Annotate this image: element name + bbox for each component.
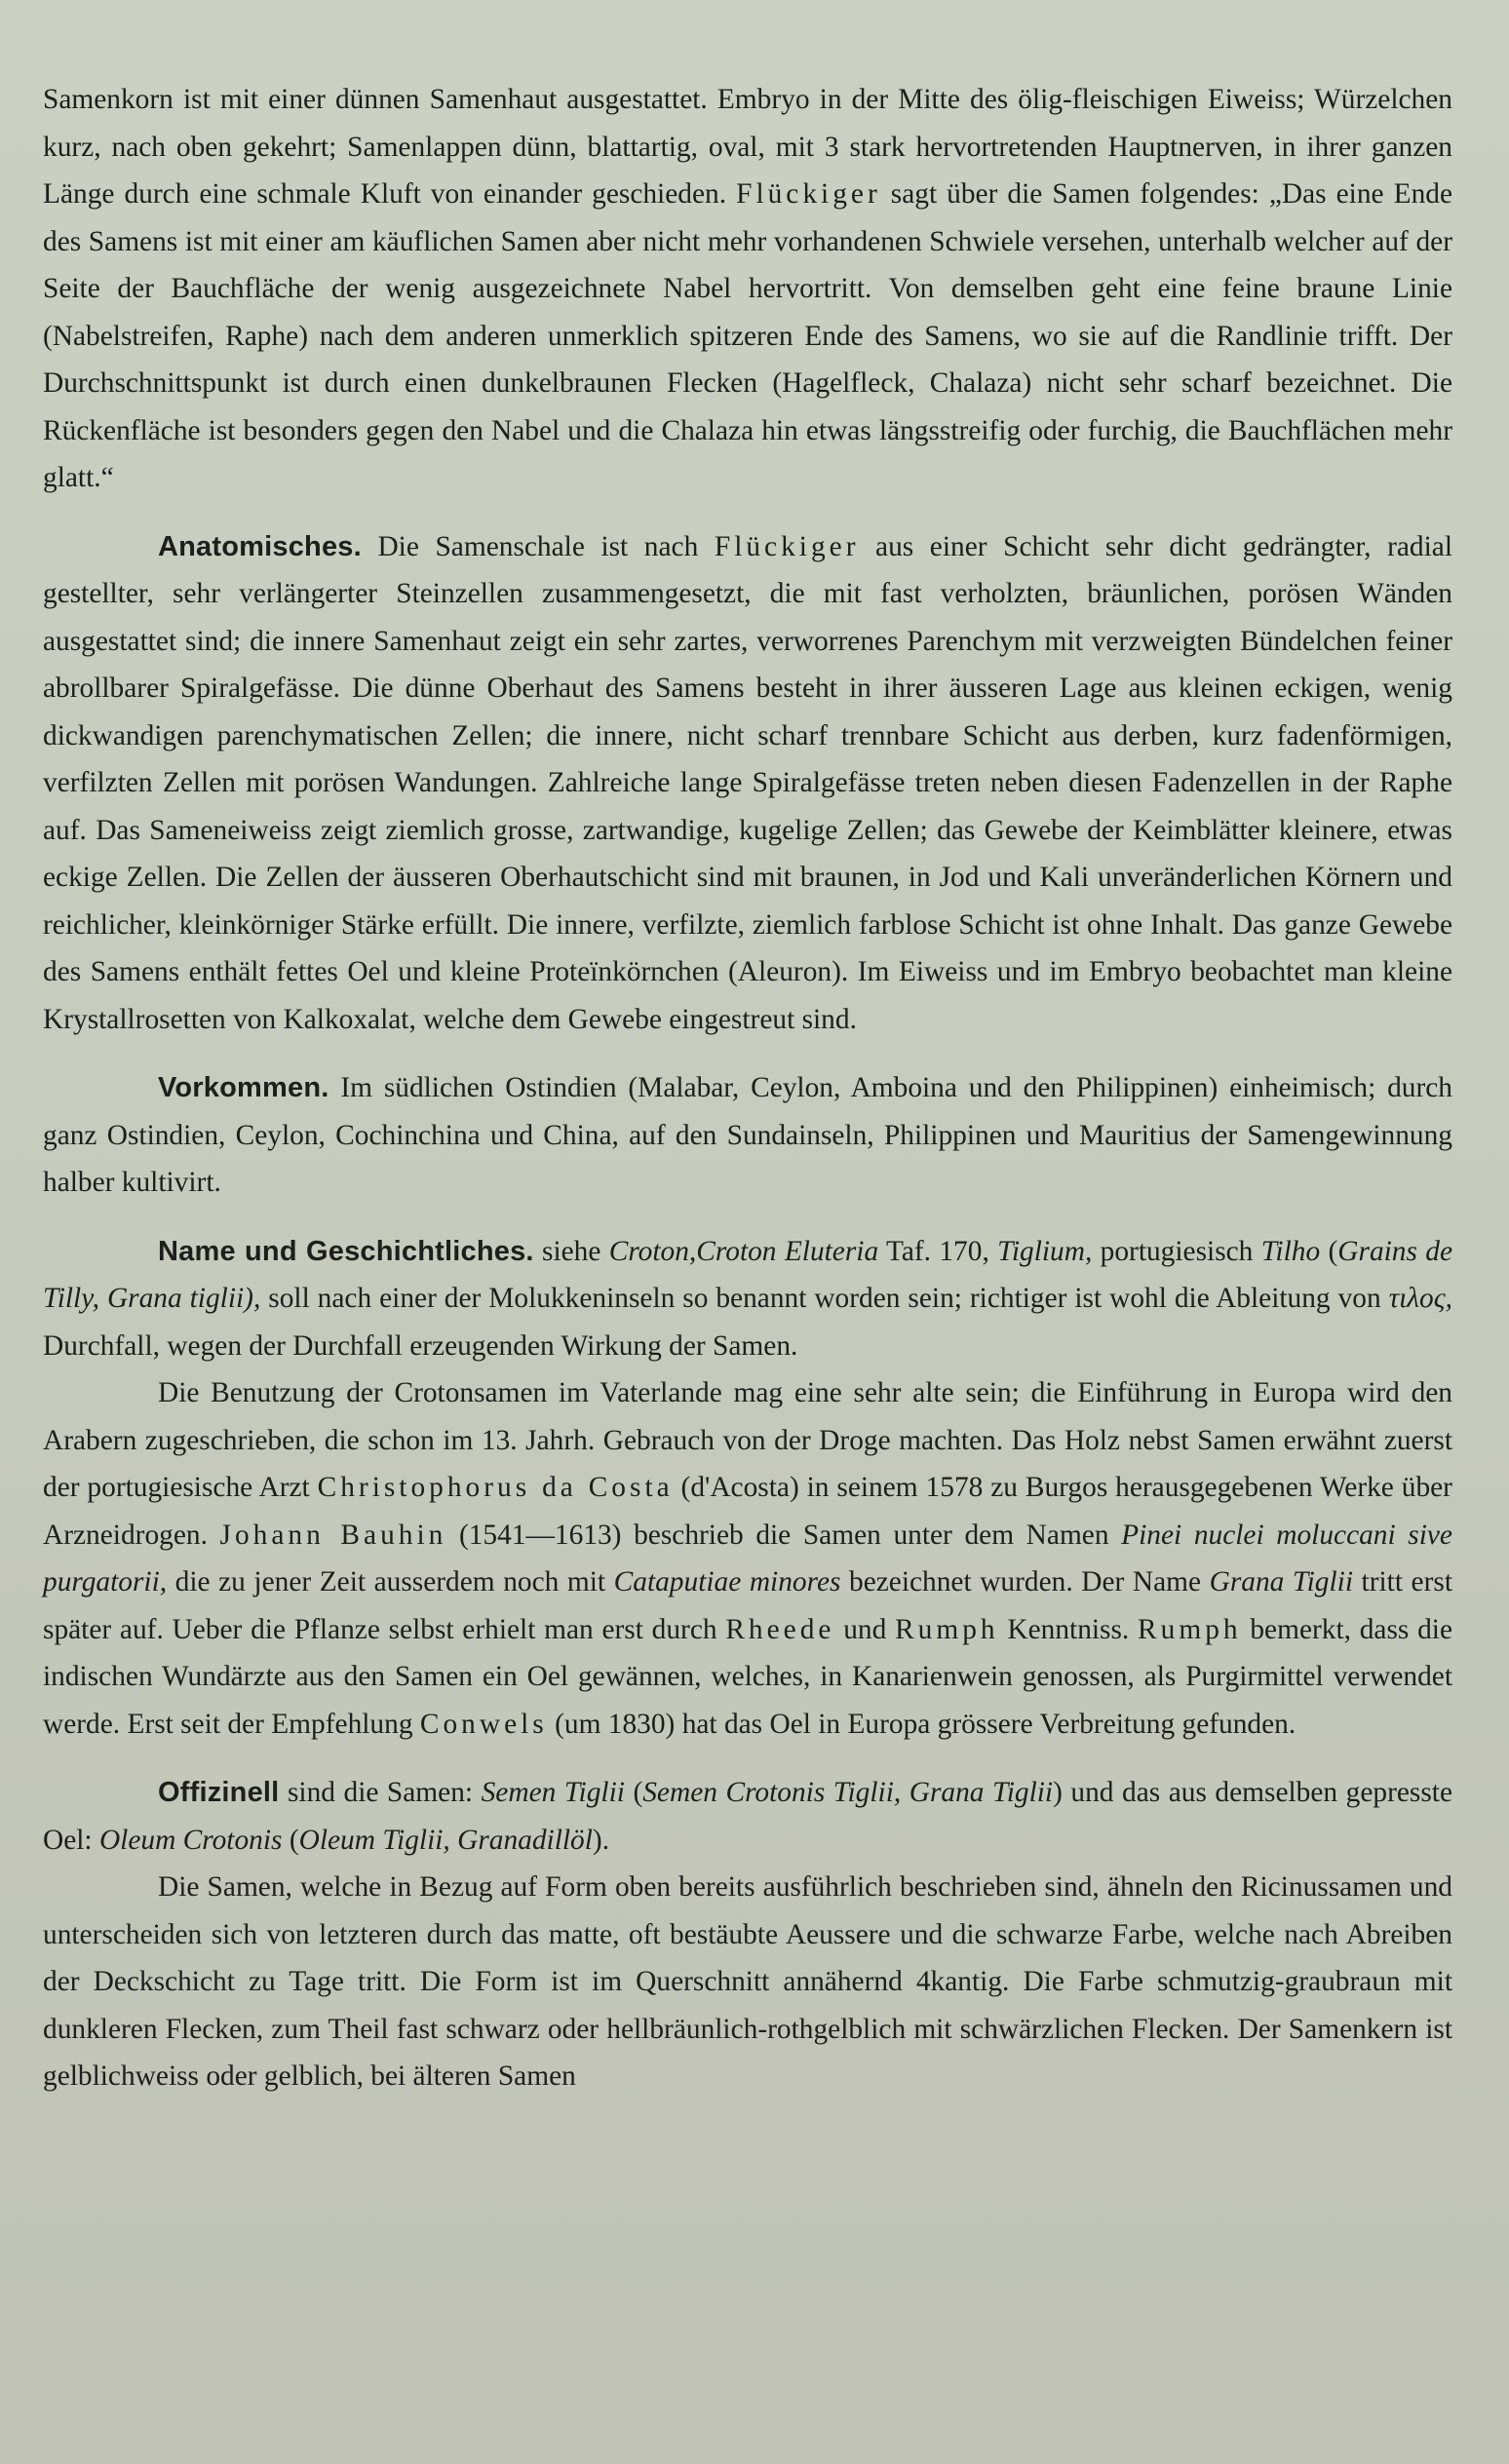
author-name: Conwels xyxy=(419,1708,548,1740)
text-run: Samenkorn ist mit einer dünnen Samenhaut ausgestattet. Embryo in der Mitte des ölig-fleischigen Eiweiss; Würzelchen kurz, nach oben gekehrt; Samenlappen dünn, blattartig, oval, mit 3 stark hervortretenden Hauptnerven, in ihrer ganzen Länge durch eine schmale Kluft von einander geschieden. xyxy=(43,84,1452,210)
section-heading: Offizinell xyxy=(158,1777,280,1808)
italic-term: Croton, xyxy=(608,1235,697,1267)
section-vorkommen xyxy=(43,1064,1452,1207)
text-run: ). xyxy=(592,1824,610,1856)
text-run: bezeichnet wurden. Der Name xyxy=(840,1566,1210,1598)
italic-term: Grana Tiglii xyxy=(1209,1566,1353,1598)
text-run: (1541—1613) beschrieb die Samen unter dem Namen xyxy=(446,1519,1122,1551)
italic-term: Tilho xyxy=(1260,1235,1321,1267)
text-run: Taf. 170, xyxy=(878,1235,998,1267)
section-heading: Name und Geschichtliches. xyxy=(158,1235,534,1267)
text-run: ( xyxy=(1320,1235,1338,1267)
paragraph-seed-appearance xyxy=(43,1864,1452,2100)
text-run: ( xyxy=(624,1777,643,1808)
section-heading: Anatomisches. xyxy=(158,530,362,562)
paragraph-history xyxy=(43,1369,1452,1748)
italic-term: Tiglium, xyxy=(997,1235,1093,1267)
text-run: tritt erst später auf. Ueber die Pflanze selbst erhielt man erst durch xyxy=(43,1566,1452,1645)
text-run: Die Benutzung der Crotonsamen im Vaterlande mag eine sehr alte sein; die Einführung in Europa wird den Arabern zugeschrieben, die schon im 13. Jahrh. Gebrauch von der Droge machten. Das Holz nebst Samen erwähnt zuerst der portugiesische Arzt xyxy=(43,1377,1452,1503)
section-offizinell xyxy=(43,1769,1452,1864)
text-run: sagt über die Samen folgendes: „Das eine Ende des Samens ist mit einer am käuflichen Samen aber nicht mehr vorhandenen Schwiele versehen, unterhalb welcher auf der Seite der Bauchfläche der wenig ausgezeichnete Nabel hervortritt. Von demselben geht eine feine braune Linie (Nabelstreifen, Raphe) nach dem anderen unmerklich spitzeren Ende des Samens, wo sie auf die Randlinie trifft. Der Durchschnittspunkt ist durch einen dunkelbraunen Flecken (Hagelfleck, Chalaza) nicht sehr scharf bezeichnet. Die Rückenfläche ist besonders gegen den Nabel und die Chalaza hin etwas längsstreifig oder furchig, die Bauchflächen mehr glatt.“ xyxy=(43,178,1452,493)
text-run: Kenntniss. xyxy=(998,1613,1139,1645)
greek-term: τιλος, xyxy=(1388,1283,1453,1314)
paragraph-seed-description xyxy=(43,76,1452,502)
italic-term: Grains de Tilly, Grana tiglii), xyxy=(43,1235,1453,1314)
author-name: Flückiger xyxy=(714,530,860,562)
author-name: Rumph xyxy=(1138,1613,1242,1645)
author-name: Rumph xyxy=(895,1613,999,1645)
italic-term: Pinei nuclei moluccani sive purgatorii, xyxy=(43,1519,1452,1598)
author-name: Johann Bauhin xyxy=(219,1519,447,1551)
section-heading: Vorkommen. xyxy=(158,1072,329,1103)
section-name-geschichte xyxy=(43,1228,1452,1370)
italic-term: Cataputiae minores xyxy=(613,1566,841,1598)
italic-term: Oleum Crotonis xyxy=(98,1824,283,1856)
text-run: ) und das aus demselben gepresste Oel: xyxy=(43,1777,1452,1856)
text-run: Die Samenschale ist nach xyxy=(361,530,715,562)
text-run: siehe xyxy=(533,1235,609,1267)
text-run: Die Samen, welche in Bezug auf Form oben bereits ausführlich beschrieben sind, ähneln den Ricinussamen und unterscheiden sich von letzteren durch das matte, oft bestäubte Aeussere und die schwarze Farbe, welche nach Abreiben der Deckschicht zu Tage tritt. Die Form ist im Querschnitt annähernd 4kantig. Die Farbe schmutzig-graubraun mit dunkleren Flecken, zum Theil fast schwarz oder hellbräunlich-rothgelblich mit schwärzlichen Flecken. Der Samenkern ist gelblichweiss oder gelblich, bei älteren Samen xyxy=(43,1871,1452,2092)
text-run: die zu jener Zeit ausserdem noch mit xyxy=(167,1566,614,1598)
text-run: soll nach einer der Molukkeninseln so benannt worden sein; richtiger ist wohl die Ableitung von xyxy=(260,1283,1389,1314)
italic-term: Semen Crotonis Tiglii, Grana Tiglii xyxy=(642,1777,1054,1808)
text-run: bemerkt, dass die indischen Wundärzte aus den Samen ein Oel gewännen, welches, in Kanarienwein genossen, als Purgirmittel verwendet werde. Erst seit der Empfehlung xyxy=(43,1613,1452,1740)
text-run: ( xyxy=(282,1824,299,1856)
text-run: (um 1830) hat das Oel in Europa grössere Verbreitung gefunden. xyxy=(547,1708,1296,1740)
text-run: und xyxy=(834,1613,896,1645)
text-run: Im südlichen Ostindien (Malabar, Ceylon, Amboina und den Philippinen) einheimisch; durch ganz Ostindien, Ceylon, Cochinchina und China, auf den Sundainseln, Philippinen und Mauritius der Samengewinnung halber kultivirt. xyxy=(43,1072,1452,1198)
author-name: Rheede xyxy=(725,1613,835,1645)
text-run: sind die Samen: xyxy=(279,1777,482,1808)
italic-term: Croton Eluteria xyxy=(696,1235,879,1267)
author-name: Christophorus da Costa xyxy=(317,1472,674,1503)
text-run: Durchfall, wegen der Durchfall erzeugenden Wirkung der Samen. xyxy=(43,1329,798,1362)
text-run: portugiesisch xyxy=(1092,1235,1261,1267)
section-anatomisches xyxy=(43,523,1452,1044)
text-run: aus einer Schicht sehr dicht gedrängter, radial gestellter, sehr verlängerter Steinzellen zusammengesetzt, die mit fast verholzten, bräunlichen, porösen Wänden ausgestattet sind; die innere Samenhaut zeigt ein sehr zartes, verworrenes Parenchym mit verzweigten Bündelchen feiner abrollbarer Spiralgefässe. Die dünne Oberhaut des Samens besteht in ihrer äusseren Lage aus kleinen eckigen, wenig dickwandigen parenchymatischen Zellen; die innere, nicht scharf trennbare Schicht aus derben, kurz fadenförmigen, verfilzten Zellen mit porösen Wandungen. Zahlreiche lange Spiralgefässe treten neben diesen Fadenzellen in der Raphe auf. Das Sameneiweiss zeigt ziemlich grosse, zartwandige, kugelige Zellen; das Gewebe der Keimblätter kleinere, etwas eckige Zellen. Die Zellen der äusseren Oberhautschicht sind mit braunen, in Jod und Kali unveränderlichen Körnern und reichlicher, kleinkörniger Stärke erfüllt. Die innere, verfilzte, ziemlich farblose Schicht ist ohne Inhalt. Das ganze Gewebe des Samens enthält fettes Oel und kleine Proteïnkörnchen (Aleuron). Im Eiweiss und im Embryo beobachtet man kleine Krystallrosetten von Kalkoxalat, welche dem Gewebe eingestreut sind. xyxy=(43,530,1452,1035)
author-name: Flückiger xyxy=(736,178,881,210)
text-run: (d'Acosta) in seinem 1578 zu Burgos herausgegebenen Werke über Arzneidrogen. xyxy=(43,1472,1452,1551)
italic-term: Oleum Tiglii, Granadillöl xyxy=(298,1824,593,1856)
italic-term: Semen Tiglii xyxy=(481,1777,625,1808)
